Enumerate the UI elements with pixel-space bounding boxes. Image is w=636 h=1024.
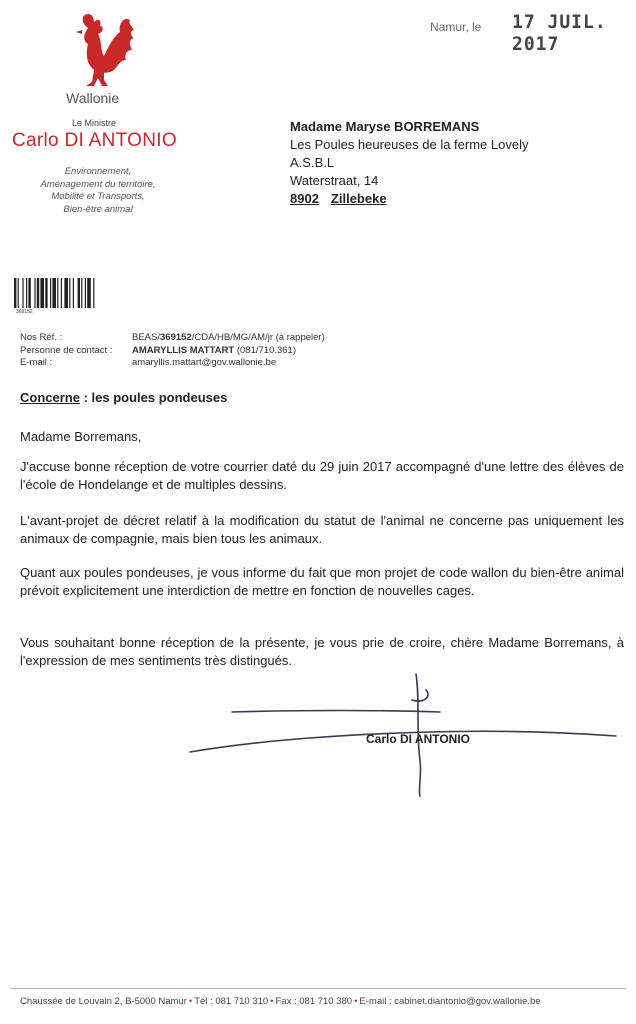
contact-phone: (081/710.361) <box>236 344 297 356</box>
barcode-bar <box>22 278 23 308</box>
region-name: Wallonie <box>66 90 120 106</box>
handwritten-signature <box>180 660 620 800</box>
paragraph-3: Quant aux poules pondeuses, je vous informe du fait que mon projet de code wallon du bien-être animal prévoit explicitement une interdiction de mettre en fonction de nouvelles cages. <box>20 565 624 598</box>
contact-name: AMARYLLIS MATTART <box>132 344 235 356</box>
ref-label: Nos Réf. : <box>20 332 63 343</box>
footer-contact <box>20 996 620 1007</box>
barcode-bar <box>57 278 58 308</box>
minister-portfolio <box>20 166 176 216</box>
ref-value <box>132 332 325 345</box>
barcode-bar <box>40 278 44 308</box>
barcode-bar <box>37 278 39 308</box>
recipient-name: Madame Maryse BORREMANS <box>290 119 480 134</box>
barcode-bar <box>73 278 74 308</box>
footer-tel: Tél : 081 710 310 <box>194 996 269 1007</box>
barcode-number: 369152 <box>16 309 33 315</box>
date-stamp: 17 JUIL. 2017 <box>512 10 607 56</box>
barcode-bar <box>64 278 68 308</box>
barcode-bar <box>87 278 91 308</box>
ref-prefix: BEAS/ <box>132 332 160 343</box>
email-row <box>20 357 325 370</box>
subject-label: Concerne <box>20 390 80 405</box>
footer-divider <box>10 988 626 989</box>
footer-separator: • <box>270 996 274 1007</box>
footer-address: Chaussée de Louvain 2, B-5000 Namur <box>20 996 187 1007</box>
barcode-bar <box>18 278 19 308</box>
barcode-bar <box>69 278 70 308</box>
salutation: Madame Borremans, <box>20 429 142 444</box>
barcode-bar <box>50 278 51 308</box>
barcode-bar <box>52 278 56 308</box>
barcode-bar <box>61 278 62 308</box>
barcode-bar <box>85 278 86 308</box>
signer-name: Carlo DI ANTONIO <box>366 732 471 746</box>
ref-number: 369152 <box>160 332 192 343</box>
paragraph-2: L'avant-projet de décret relatif à la modification du statut de l'animal ne concerne pas uniquement les animaux de compagnie, mais bien tous les animaux. <box>20 513 624 546</box>
footer-separator: • <box>188 996 193 1007</box>
minister-name: Carlo DI ANTONIO <box>12 130 177 151</box>
contact-label: Personne de contact : <box>20 344 113 356</box>
barcode <box>14 278 156 308</box>
recipient-postcode: 8902 <box>290 191 319 206</box>
letter-subject <box>20 390 227 405</box>
recipient-legal-form: A.S.B.L <box>290 155 335 170</box>
reference-block <box>20 332 325 370</box>
date-city: Namur, le <box>430 20 482 34</box>
portfolio-line: Bien-être animal <box>63 203 133 215</box>
recipient-city: Zillebeke <box>330 191 387 206</box>
portfolio-line: Environnement, <box>64 166 132 177</box>
barcode-bar <box>14 278 16 308</box>
recipient-organisation: Les Poules heureuses de la ferme Lovely <box>290 137 529 152</box>
barcode-bar <box>45 278 47 308</box>
footer-fax: Fax : 081 710 380 <box>275 996 353 1007</box>
wallonie-rooster-logo <box>58 8 142 92</box>
barcode-bar <box>26 278 27 308</box>
portfolio-line: Mobilité et Transports, <box>51 191 145 202</box>
email-label: E-mail : <box>20 357 53 368</box>
footer-email: E-mail : cabinet.diantonio@gov.wallonie.be <box>359 996 541 1007</box>
contact-value <box>132 345 296 358</box>
barcode-bar <box>78 278 80 308</box>
footer-separator: • <box>354 996 358 1007</box>
recipient-city-line <box>290 190 528 208</box>
paragraph-4: Vous souhaitant bonne réception de la présente, je vous prie de croire, chère Madame Borremans, à l'expression de mes sentiments très distingués. <box>20 635 624 668</box>
subject-text: : les poules pondeuses <box>79 390 228 405</box>
minister-label: Le Ministre <box>72 118 117 128</box>
barcode-bar <box>28 278 30 308</box>
reference-row <box>20 332 325 345</box>
portfolio-line: Aménagement du territoire, <box>40 178 156 190</box>
barcode-bar <box>93 278 94 308</box>
contact-row <box>20 345 325 358</box>
barcode-bar <box>34 278 35 308</box>
recipient-address <box>290 118 528 208</box>
paragraph-1: J'accuse bonne réception de votre courrier daté du 29 juin 2017 accompagné d'une lettre des élèves de l'école de Hondelange et de multiples dessins. <box>20 459 624 492</box>
ref-suffix: /CDA/HB/MG/AM/jr (à rappeler) <box>191 332 325 343</box>
recipient-street: Waterstraat, 14 <box>290 173 379 188</box>
barcode-bar <box>81 278 82 308</box>
email-value: amaryllis.mattart@gov.wallonie.be <box>132 357 277 368</box>
